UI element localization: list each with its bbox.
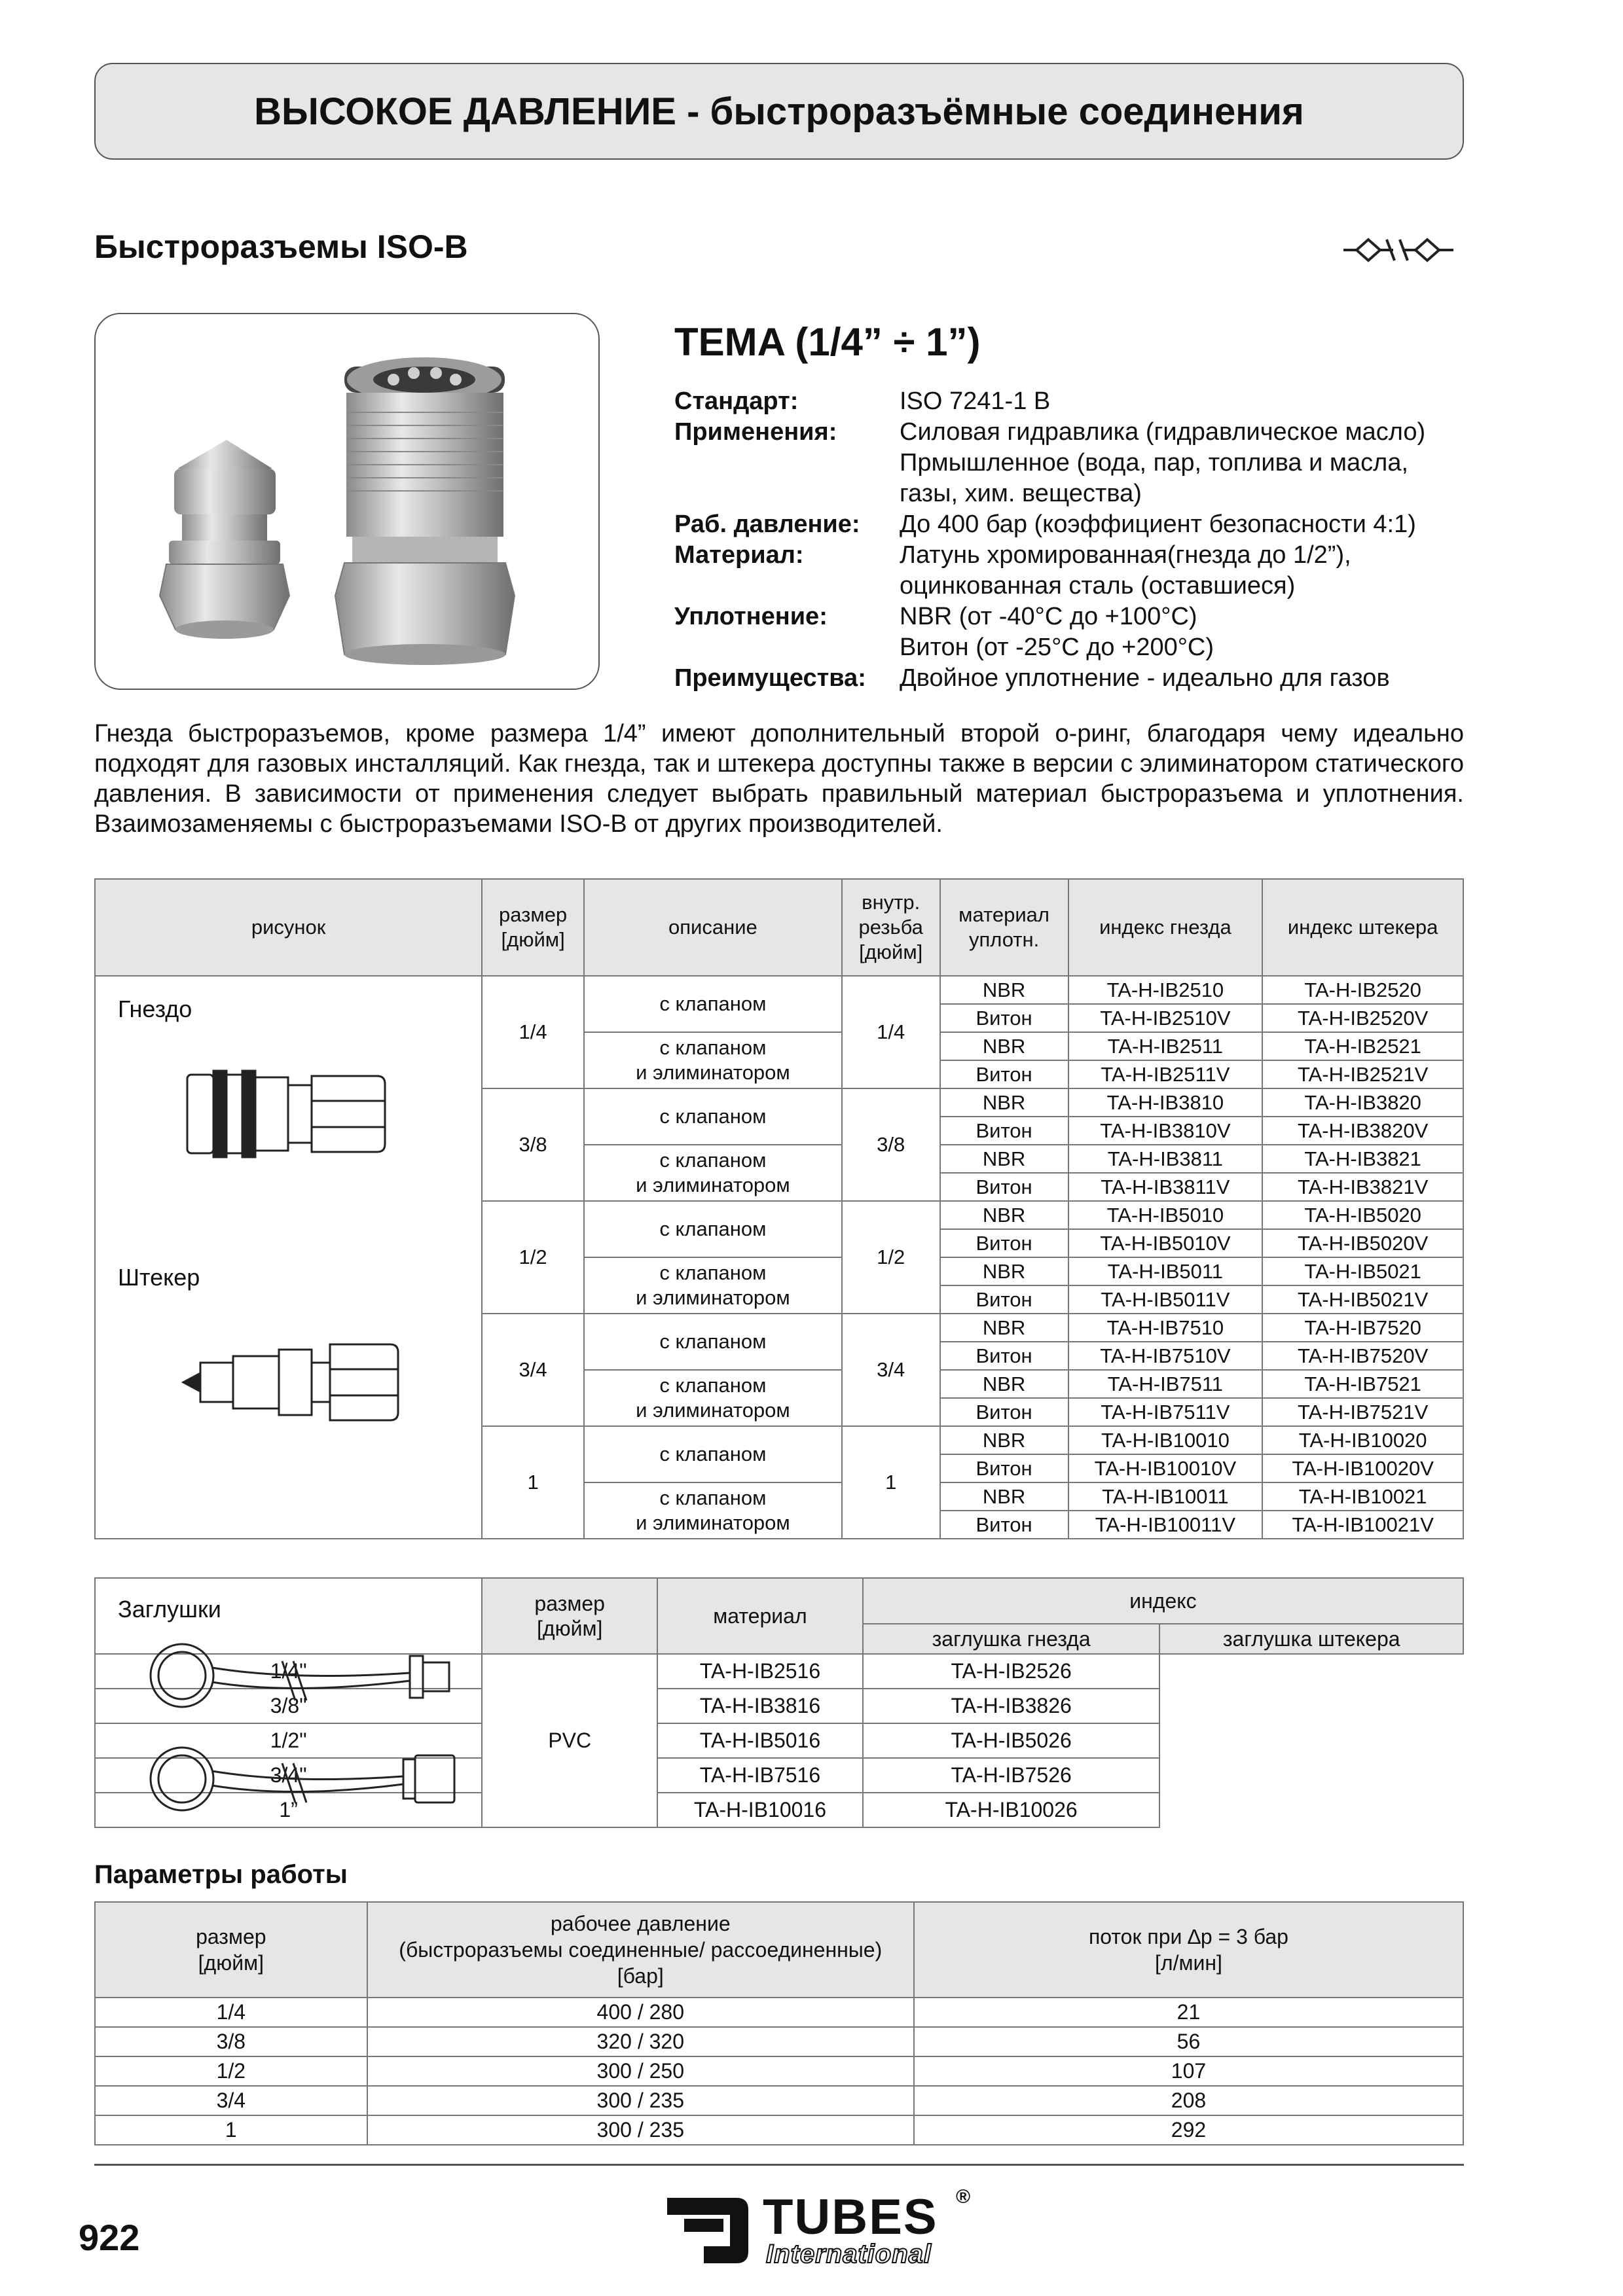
socket-index-cell: TA-H-IB7510: [1068, 1314, 1263, 1342]
spec-label: [674, 632, 900, 663]
seal-cell: NBR: [940, 1145, 1068, 1173]
caps-socket-cell: TA-H-IB5016: [657, 1723, 863, 1758]
product-title: TEMA (1/4” ÷ 1”): [674, 320, 981, 364]
caps-size-cell: 1/2": [95, 1723, 482, 1758]
plug-index-cell: TA-H-IB2521V: [1262, 1060, 1463, 1088]
description-line: и элиминатором: [636, 1061, 790, 1084]
plug-label: Штекер: [118, 1264, 200, 1291]
table-row: [95, 2027, 1463, 2056]
size-cell: 1/4: [482, 976, 584, 1088]
socket-drawing-icon: [181, 1062, 403, 1166]
plug-index-cell: TA-H-IB2520: [1262, 976, 1463, 1004]
thread-cell: 3/4: [842, 1314, 940, 1426]
caps-header-material: материал: [657, 1578, 863, 1654]
spec-label: Материал:: [674, 541, 804, 569]
plug-index-cell: TA-H-IB3820: [1262, 1088, 1463, 1117]
thread-cell: 3/8: [842, 1088, 940, 1201]
spec-label: Раб. давление:: [674, 511, 860, 538]
logo-word: TUBES: [763, 2189, 938, 2245]
plug-index-cell: TA-H-IB10021V: [1262, 1511, 1463, 1539]
description-cell: [584, 1257, 842, 1314]
header-picture: рисунок: [95, 879, 482, 976]
params-header-size-line2: [дюйм]: [198, 1951, 264, 1975]
thread-cell: 1/4: [842, 976, 940, 1088]
spec-value: Двойное уплотнение - идеально для газов: [900, 664, 1390, 692]
spec-row: [674, 632, 1425, 663]
size-cell: 3/8: [482, 1088, 584, 1201]
thread-cell: 1/2: [842, 1201, 940, 1314]
socket-index-cell: TA-H-IB10010: [1068, 1426, 1263, 1454]
caps-size-cell: 1”: [95, 1793, 482, 1827]
caps-socket-cell: TA-H-IB2516: [657, 1654, 863, 1689]
spec-label: [674, 448, 900, 478]
params-header-pressure: [367, 1902, 914, 1998]
page-header-banner: [94, 63, 1464, 160]
params-table: [94, 1901, 1464, 2145]
socket-index-cell: TA-H-IB10011: [1068, 1482, 1263, 1511]
caps-plug-cell: TA-H-IB10026: [863, 1793, 1160, 1827]
seal-cell: Витон: [940, 1004, 1068, 1032]
params-flow-cell: 56: [914, 2027, 1463, 2056]
caps-header-size-line2: [дюйм]: [537, 1617, 603, 1640]
spec-row: [674, 601, 1425, 632]
plug-index-cell: TA-H-IB3821V: [1262, 1173, 1463, 1201]
params-size-cell: 1/4: [95, 1998, 367, 2027]
header-thread-line1: внутр.: [862, 891, 921, 914]
header-seal: [940, 879, 1068, 976]
plug-index-cell: TA-H-IB3821: [1262, 1145, 1463, 1173]
description-cell: с клапаном: [584, 1201, 842, 1257]
params-header-pressure-line2: (быстроразъемы соединенные/ рассоединенные): [399, 1938, 883, 1962]
caps-picture-cell: [95, 1578, 482, 1654]
description-line: и элиминатором: [636, 1174, 790, 1196]
description-cell: [584, 1482, 842, 1539]
socket-index-cell: TA-H-IB7511V: [1068, 1398, 1263, 1426]
product-photo: [94, 313, 600, 690]
socket-index-cell: TA-H-IB5011V: [1068, 1285, 1263, 1314]
seal-cell: NBR: [940, 976, 1068, 1004]
description-line: с клапаном: [659, 1149, 767, 1172]
table-row: [95, 1998, 1463, 2027]
header-socket-index: индекс гнезда: [1068, 879, 1263, 976]
plug-index-cell: TA-H-IB5020V: [1262, 1229, 1463, 1257]
plug-index-cell: TA-H-IB5020: [1262, 1201, 1463, 1229]
caps-header-size: [482, 1578, 657, 1654]
page-number: 922: [79, 2217, 140, 2258]
coupling-symbol-icon: [1342, 230, 1467, 270]
description-cell: с клапаном: [584, 1426, 842, 1482]
caps-socket-cell: TA-H-IB10016: [657, 1793, 863, 1827]
params-pressure-cell: 300 / 250: [367, 2056, 914, 2086]
description-cell: [584, 1145, 842, 1201]
seal-cell: Витон: [940, 1511, 1068, 1539]
spec-label: Преимущества:: [674, 664, 866, 692]
params-header-pressure-line3: [бар]: [617, 1964, 664, 1988]
plug-index-cell: TA-H-IB7521V: [1262, 1398, 1463, 1426]
socket-index-cell: TA-H-IB10010V: [1068, 1454, 1263, 1482]
caps-socket-cell: TA-H-IB3816: [657, 1689, 863, 1723]
caps-plug-cell: TA-H-IB2526: [863, 1654, 1160, 1689]
seal-cell: NBR: [940, 1201, 1068, 1229]
socket-index-cell: TA-H-IB7511: [1068, 1370, 1263, 1398]
description-line: и элиминатором: [636, 1511, 790, 1534]
socket-index-cell: TA-H-IB5010V: [1068, 1229, 1263, 1257]
caps-header-size-line1: размер: [534, 1592, 605, 1615]
spec-label: Уплотнение:: [674, 603, 828, 630]
description-cell: с клапаном: [584, 976, 842, 1032]
params-header-size-line1: размер: [196, 1925, 266, 1948]
socket-label: Гнездо: [118, 996, 192, 1022]
coupling-photo-image: [96, 314, 598, 689]
spec-label: Применения:: [674, 418, 837, 446]
seal-cell: NBR: [940, 1370, 1068, 1398]
intro-paragraph: Гнезда быстроразъемов, кроме размера 1/4” имеют дополнительный второй о-ринг, благодаря чему идеально подходят для газовых инсталляций. Как гнезда, так и штекера доступны также в версии с элиминатором статического давления. В зависимости от применения следует выбрать правильный материал быстроразъема и уплотнения. Взаимозаменяемы с быстроразъемами ISO-B от других производителей.: [94, 720, 1464, 838]
caps-table: [94, 1577, 1464, 1828]
params-header-size: [95, 1902, 367, 1998]
params-header-flow-line1: поток при ∆p = 3 бар: [1088, 1925, 1288, 1948]
seal-cell: NBR: [940, 1088, 1068, 1117]
description-line: и элиминатором: [636, 1286, 790, 1309]
plug-drawing-icon: [181, 1330, 416, 1435]
picture-cell: [95, 976, 482, 1539]
spec-label: [674, 478, 900, 509]
header-size-line2: [дюйм]: [501, 928, 565, 951]
spec-row: [674, 386, 1425, 417]
page-header-title: ВЫСОКОЕ ДАВЛЕНИЕ - быстроразъёмные соединения: [254, 90, 1304, 133]
caps-drawing-icon: [135, 1641, 462, 1838]
seal-cell: NBR: [940, 1032, 1068, 1060]
params-pressure-cell: 320 / 320: [367, 2027, 914, 2056]
table-row: [95, 2056, 1463, 2086]
plug-index-cell: TA-H-IB7521: [1262, 1370, 1463, 1398]
size-cell: 1: [482, 1426, 584, 1539]
params-flow-cell: 292: [914, 2115, 1463, 2145]
header-thread: [842, 879, 940, 976]
size-cell: 1/2: [482, 1201, 584, 1314]
params-size-cell: 3/4: [95, 2086, 367, 2115]
table-row: [95, 976, 1463, 1004]
seal-cell: Витон: [940, 1117, 1068, 1145]
params-flow-cell: 21: [914, 1998, 1463, 2027]
spec-row: [674, 478, 1425, 509]
params-flow-cell: 208: [914, 2086, 1463, 2115]
seal-cell: NBR: [940, 1482, 1068, 1511]
seal-cell: NBR: [940, 1426, 1068, 1454]
spec-value: Латунь хромированная(гнезда до 1/2”),: [900, 541, 1351, 569]
seal-cell: Витон: [940, 1173, 1068, 1201]
header-description: описание: [584, 879, 842, 976]
description-line: с клапаном: [659, 1261, 767, 1284]
spec-label: [674, 571, 900, 601]
socket-index-cell: TA-H-IB3810V: [1068, 1117, 1263, 1145]
params-header-flow-line2: [л/мин]: [1155, 1951, 1222, 1975]
seal-cell: Витон: [940, 1454, 1068, 1482]
params-header-pressure-line1: рабочее давление: [550, 1912, 731, 1935]
header-size-line1: размер: [499, 903, 568, 926]
spec-value: NBR (от -40°C до +100°C): [900, 603, 1197, 630]
caps-header-index: индекс: [863, 1578, 1463, 1624]
socket-index-cell: TA-H-IB2511V: [1068, 1060, 1263, 1088]
logo-registered-mark: ®: [956, 2186, 971, 2208]
spec-row: [674, 417, 1425, 448]
params-header-flow: [914, 1902, 1463, 1998]
seal-cell: Витон: [940, 1398, 1068, 1426]
seal-cell: NBR: [940, 1314, 1068, 1342]
description-cell: [584, 1370, 842, 1426]
plug-index-cell: TA-H-IB5021: [1262, 1257, 1463, 1285]
plug-index-cell: TA-H-IB5021V: [1262, 1285, 1463, 1314]
spec-value: Силовая гидравлика (гидравлическое масло): [900, 418, 1426, 446]
plug-index-cell: TA-H-IB3820V: [1262, 1117, 1463, 1145]
caps-material-cell: PVC: [482, 1654, 657, 1827]
tubes-logo: [665, 2186, 979, 2268]
spec-list: [674, 386, 1425, 694]
description-line: с клапаном: [659, 1036, 767, 1059]
socket-index-cell: TA-H-IB2510V: [1068, 1004, 1263, 1032]
socket-index-cell: TA-H-IB3811: [1068, 1145, 1263, 1173]
header-size: [482, 879, 584, 976]
socket-index-cell: TA-H-IB3810: [1068, 1088, 1263, 1117]
plug-index-cell: TA-H-IB10020V: [1262, 1454, 1463, 1482]
caps-label: Заглушки: [118, 1596, 221, 1623]
params-title: Параметры работы: [94, 1860, 348, 1889]
header-thread-line2: резьба: [858, 916, 923, 939]
seal-cell: Витон: [940, 1342, 1068, 1370]
params-size-cell: 1: [95, 2115, 367, 2145]
caps-size-cell: 3/4": [95, 1758, 482, 1793]
spec-row: [674, 663, 1425, 694]
description-cell: [584, 1032, 842, 1088]
caps-plug-cell: TA-H-IB5026: [863, 1723, 1160, 1758]
footer-divider: [94, 2164, 1464, 2166]
description-line: с клапаном: [659, 1486, 767, 1509]
spec-value: Прмышленное (вода, пар, топлива и масла,: [900, 449, 1409, 476]
spec-row: [674, 509, 1425, 540]
caps-header-plug: заглушка штекера: [1159, 1624, 1463, 1654]
seal-cell: Витон: [940, 1285, 1068, 1314]
caps-plug-cell: TA-H-IB3826: [863, 1689, 1160, 1723]
description-line: и элиминатором: [636, 1399, 790, 1422]
spec-value: Витон (от -25°C до +200°C): [900, 634, 1214, 661]
spec-value: ISO 7241-1 B: [900, 387, 1051, 415]
caps-header-socket: заглушка гнезда: [863, 1624, 1160, 1654]
params-size-cell: 1/2: [95, 2056, 367, 2086]
header-seal-line2: уплотн.: [968, 928, 1040, 951]
spec-row: [674, 448, 1425, 478]
spec-row: [674, 540, 1425, 571]
socket-index-cell: TA-H-IB3811V: [1068, 1173, 1263, 1201]
params-flow-cell: 107: [914, 2056, 1463, 2086]
description-cell: с клапаном: [584, 1314, 842, 1370]
socket-index-cell: TA-H-IB5011: [1068, 1257, 1263, 1285]
seal-cell: Витон: [940, 1060, 1068, 1088]
plug-index-cell: TA-H-IB7520V: [1262, 1342, 1463, 1370]
caps-plug-cell: TA-H-IB7526: [863, 1758, 1160, 1793]
seal-cell: Витон: [940, 1229, 1068, 1257]
description-line: с клапаном: [659, 1374, 767, 1397]
header-thread-line3: [дюйм]: [859, 941, 923, 963]
caps-size-cell: 3/8": [95, 1689, 482, 1723]
socket-index-cell: TA-H-IB5010: [1068, 1201, 1263, 1229]
socket-index-cell: TA-H-IB7510V: [1068, 1342, 1263, 1370]
header-plug-index: индекс штекера: [1262, 879, 1463, 976]
header-seal-line1: материал: [958, 903, 1050, 926]
caps-size-cell: 1/4": [95, 1654, 482, 1689]
plug-index-cell: TA-H-IB7520: [1262, 1314, 1463, 1342]
params-pressure-cell: 300 / 235: [367, 2115, 914, 2145]
table-row: [95, 2115, 1463, 2145]
socket-index-cell: TA-H-IB10011V: [1068, 1511, 1263, 1539]
spec-value: оцинкованная сталь (оставшиеся): [900, 572, 1296, 600]
params-size-cell: 3/8: [95, 2027, 367, 2056]
params-pressure-cell: 300 / 235: [367, 2086, 914, 2115]
socket-index-cell: TA-H-IB2510: [1068, 976, 1263, 1004]
size-cell: 3/4: [482, 1314, 584, 1426]
plug-index-cell: TA-H-IB2520V: [1262, 1004, 1463, 1032]
spec-value: газы, хим. вещества): [900, 480, 1142, 507]
table-row: [95, 2086, 1463, 2115]
plug-index-cell: TA-H-IB10021: [1262, 1482, 1463, 1511]
description-cell: с клапаном: [584, 1088, 842, 1145]
thread-cell: 1: [842, 1426, 940, 1539]
coupling-index-table: [94, 878, 1464, 1539]
spec-label: Стандарт:: [674, 387, 799, 415]
spec-row: [674, 571, 1425, 601]
plug-index-cell: TA-H-IB10020: [1262, 1426, 1463, 1454]
logo-subtitle: International: [766, 2240, 932, 2269]
plug-index-cell: TA-H-IB2521: [1262, 1032, 1463, 1060]
caps-socket-cell: TA-H-IB7516: [657, 1758, 863, 1793]
socket-index-cell: TA-H-IB2511: [1068, 1032, 1263, 1060]
params-pressure-cell: 400 / 280: [367, 1998, 914, 2027]
section-subtitle: Быстроразъемы ISO-B: [94, 228, 468, 265]
spec-value: До 400 бар (коэффициент безопасности 4:1): [900, 511, 1416, 538]
seal-cell: NBR: [940, 1257, 1068, 1285]
